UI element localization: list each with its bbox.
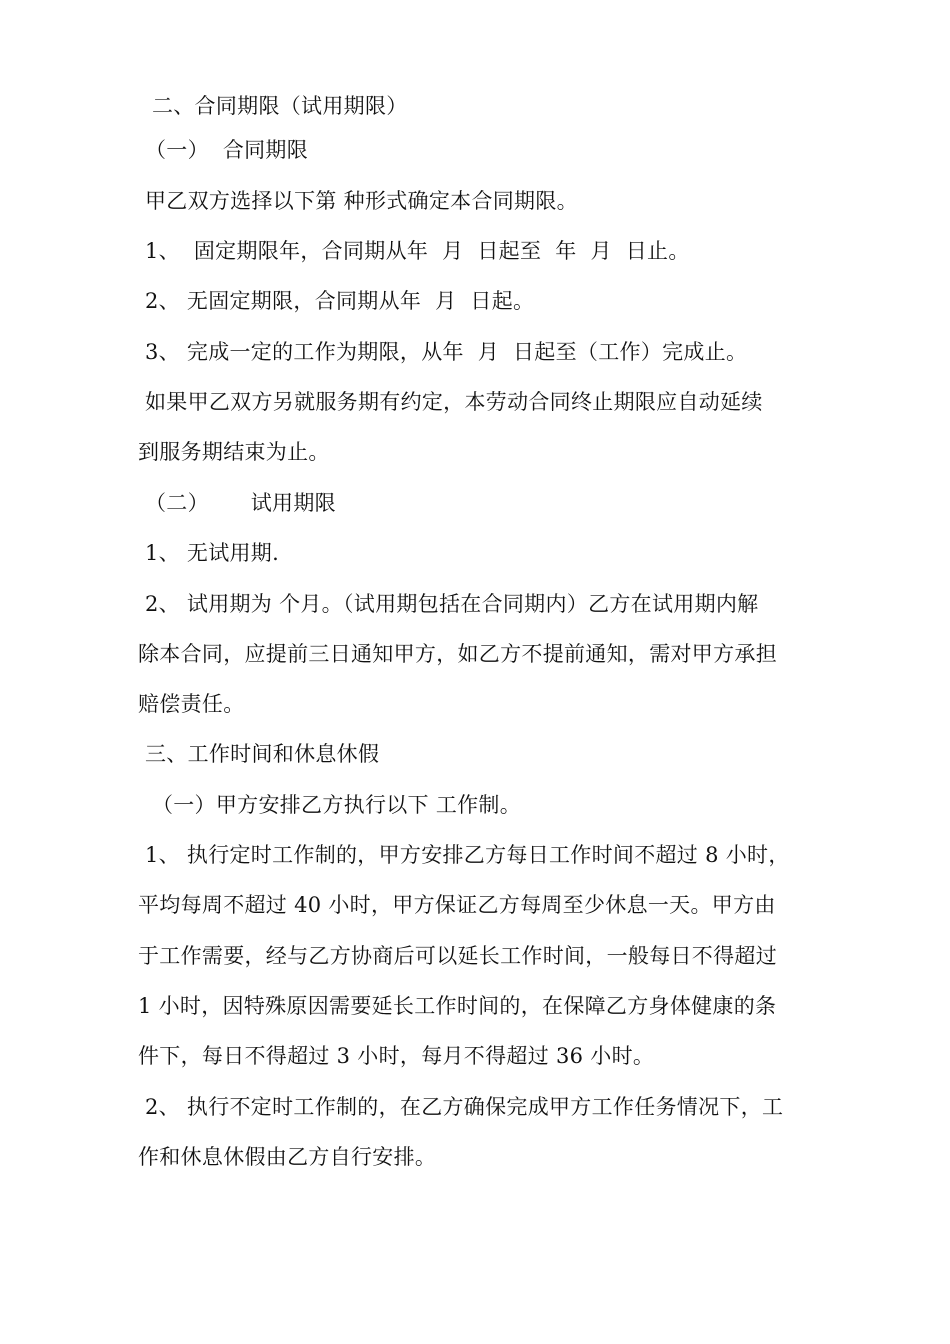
subsection-heading-work-system: （一）甲方安排乙方执行以下 工作制。	[138, 793, 522, 817]
paragraph-line: 甲乙双方选择以下第 种形式确定本合同期限。	[138, 189, 578, 213]
paragraph-line: 到服务期结束为止。	[138, 440, 330, 464]
section-heading-contract-term: 二、合同期限（试用期限）	[138, 94, 408, 118]
list-item-no-probation: 1、 无试用期.	[138, 541, 280, 565]
list-item-flexible-hours: 2、 执行不定时工作制的，在乙方确保完成甲方工作任务情况下，工	[138, 1095, 784, 1119]
paragraph-line: 1 小时，因特殊原因需要延长工作时间的，在保障乙方身体健康的条	[138, 994, 777, 1018]
list-item-open-term: 2、 无固定期限，合同期从年 月 日起。	[138, 289, 535, 313]
list-item-task-term: 3、 完成一定的工作为期限，从年 月 日起至（工作）完成止。	[138, 340, 748, 364]
subsection-heading-contract-term: （一） 合同期限	[138, 138, 309, 162]
paragraph-line: 赔偿责任。	[138, 692, 245, 716]
paragraph-line: 作和休息休假由乙方自行安排。	[138, 1145, 437, 1169]
paragraph-line: 除本合同，应提前三日通知甲方，如乙方不提前通知，需对甲方承担	[138, 642, 777, 666]
paragraph-line: 平均每周不超过 40 小时，甲方保证乙方每周至少休息一天。甲方由	[138, 893, 776, 917]
list-item-fixed-term: 1、 固定期限年，合同期从年 月 日起至 年 月 日止。	[138, 239, 690, 263]
subsection-heading-probation: （二） 试用期限	[138, 491, 336, 515]
paragraph-line: 于工作需要，经与乙方协商后可以延长工作时间，一般每日不得超过	[138, 944, 777, 968]
list-item-standard-hours: 1、 执行定时工作制的，甲方安排乙方每日工作时间不超过 8 小时，	[138, 843, 790, 867]
list-item-probation-months: 2、 试用期为 个月。（试用期包括在合同期内）乙方在试用期内解	[138, 592, 759, 616]
paragraph-line: 如果甲乙双方另就服务期有约定，本劳动合同终止期限应自动延续	[138, 390, 763, 414]
paragraph-line: 件下，每日不得超过 3 小时，每月不得超过 36 小时。	[138, 1044, 655, 1068]
section-heading-working-hours: 三、工作时间和休息休假	[138, 742, 380, 766]
